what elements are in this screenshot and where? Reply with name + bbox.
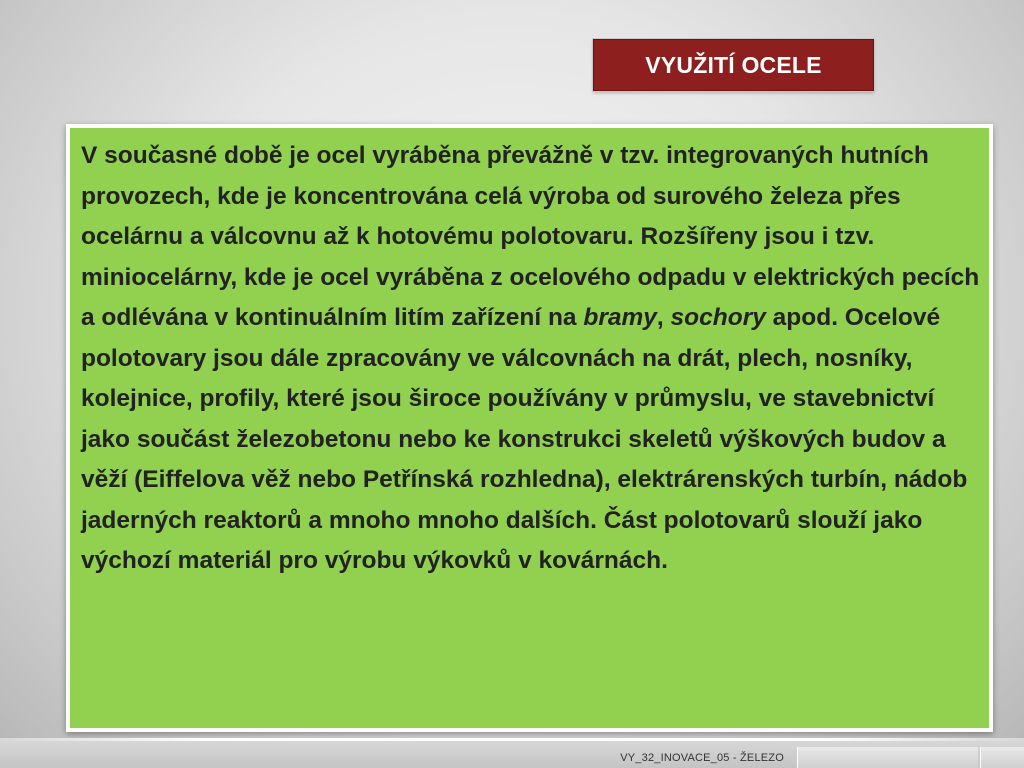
body-text-part-2: , <box>656 304 671 331</box>
content-box <box>70 128 989 728</box>
body-italic-term-sochory: sochory <box>670 304 766 331</box>
footer-bar <box>0 738 1024 768</box>
footer-cell <box>980 747 1024 768</box>
slide-title-box <box>593 39 874 91</box>
footer-label: VY_32_INOVACE_05 - ŽELEZO <box>620 752 784 764</box>
body-text-part-3: apod. Ocelové polotovary jsou dále zpracovány ve válcovnách na drát, plech, nosníky, kolejnice, profily, které jsou široce používány v průmyslu, ve stavebnictví jako součást železobetonu nebo ke konstrukci skeletů výškových budov a věží (Eiffelova věž nebo Petřínská rozhledna), elektrárenských turbín, nádob jaderných reaktorů a mnoho mnoho dalších. Část polotovarů slouží jako výchozí materiál pro výrobu výkovků v kovárnách. <box>81 304 968 574</box>
body-text-part-1: V současné době je ocel vyráběna převážně v tzv. integrovaných hutních provozech, kde je koncentrována celá výroba od surového železa přes ocelárnu a válcovnu až k hotovému polotovaru. Rozšířeny jsou i tzv. miniocelárny, kde je ocel vyráběna z ocelového odpadu v elektrických pecích a odlévána v kontinuálním litím zařízení na <box>81 142 980 331</box>
slide-title: VYUŽITÍ OCELE <box>645 51 822 78</box>
body-paragraph <box>81 136 983 582</box>
content-frame <box>66 124 993 732</box>
body-italic-term-bramy: bramy <box>583 304 657 331</box>
footer-cell <box>797 747 978 768</box>
footer-divider <box>0 738 1024 741</box>
